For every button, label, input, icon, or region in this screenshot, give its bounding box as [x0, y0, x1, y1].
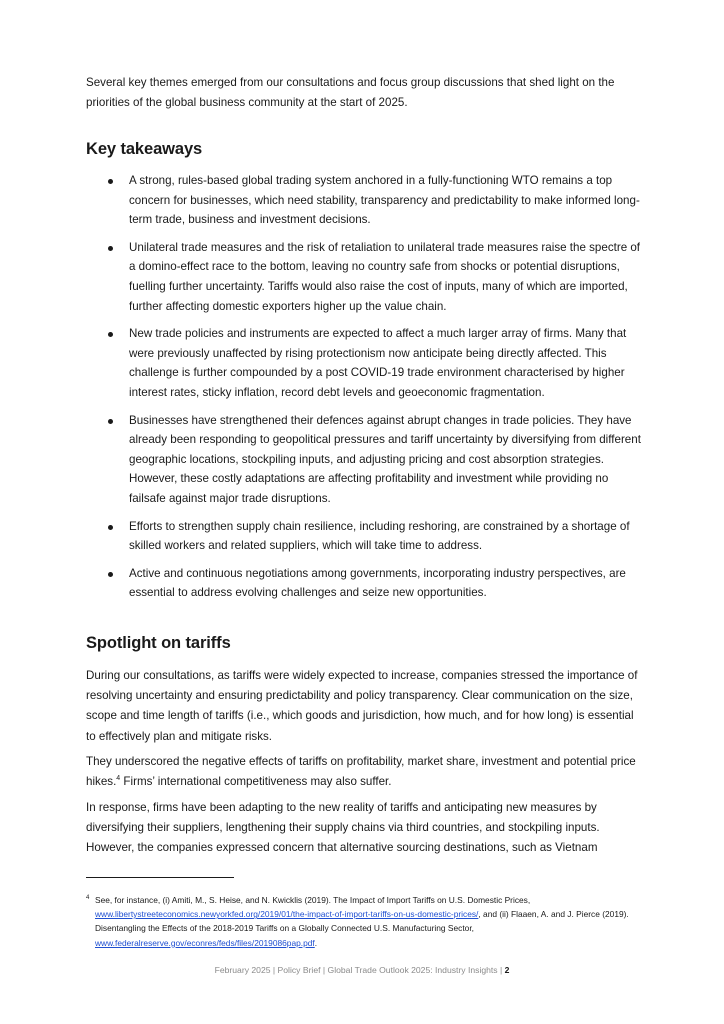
bullet-icon [108, 179, 113, 184]
bullet-icon [108, 572, 113, 577]
footnote [86, 893, 642, 950]
intro-paragraph: Several key themes emerged from our consultations and focus group discussions that shed light on the priorities of the global business community at the start of 2025. [86, 76, 615, 110]
bullet-icon [108, 525, 113, 530]
footnote-divider [86, 877, 234, 878]
spotlight-paragraph-1: During our consultations, as tariffs were widely expected to increase, companies stressed the importance of resolving uncertainty and ensuring predictability and policy transparency. Clear communication on the size, scope and time length of tariffs (i.e., which goods and jurisdiction, how much, and for how long) is essential to effectively plan and mitigate risks. [86, 669, 638, 743]
page-number: 2 [504, 965, 510, 975]
takeaway-item: A strong, rules-based global trading system anchored in a fully-functioning WTO remains a top concern for businesses, which need stability, transparency and predictability to make informed long-term trade, business and investment decisions. [86, 171, 642, 230]
takeaway-item: Businesses have strengthened their defences against abrupt changes in trade policies. They have already been responding to geopolitical pressures and tariff uncertainty by diversifying from different geographic locations, stockpiling inputs, and adjusting pricing and cost absorption strategies. However, these costly adaptations are affecting profitability and investment while providing no failsafe against major trade disruptions. [86, 411, 642, 509]
key-takeaways-heading: Key takeaways [86, 140, 203, 158]
footnote-link-fed[interactable]: www.federalreserve.gov/econres/feds/files/2019086pap.pdf [95, 937, 315, 948]
bullet-icon [108, 246, 113, 251]
takeaway-item: New trade policies and instruments are expected to affect a much larger array of firms. Many that were previously unaffected by rising protectionism now anticipate being directly affected. This challenge is further compounded by a post COVID-19 trade environment characterised by higher interest rates, sticky inflation, record debt levels and geoeconomic fragmentation. [86, 324, 642, 402]
takeaway-item: Active and continuous negotiations among governments, incorporating industry perspectives, are essential to address evolving challenges and seize new opportunities. [86, 564, 642, 603]
footnote-number: 4 [86, 895, 90, 901]
bullet-icon [108, 419, 113, 424]
footnote-ref[interactable]: 4 [116, 775, 121, 783]
footnote-link-nyfed[interactable]: www.libertystreeteconomics.newyorkfed.org/2019/01/the-impact-of-import-tariffs-on-us-domestic-prices/ [95, 909, 479, 920]
spotlight-paragraph-2: They underscored the negative effects of tariffs on profitability, market share, investment and potential price hikes.$^4$ Firms’ international competitiveness may also suffer. [86, 755, 636, 789]
footer-title: Global Trade Outlook 2025: Industry Insights [327, 965, 498, 975]
key-takeaways-list [86, 171, 642, 611]
takeaway-item: Unilateral trade measures and the risk of retaliation to unilateral trade measures raise the spectre of a domino-effect race to the bottom, leaving no country safe from shocks or potential disruptions, fuelling further uncertainty. Tariffs would also raise the cost of inputs, many of which are imported, further affecting domestic exporters higher up the value chain. [86, 238, 642, 316]
page-footer: February 2025 | Policy Brief | Global Trade Outlook 2025: Industry Insights | 2 [214, 965, 510, 975]
footer-date: February 2025 [214, 965, 271, 975]
footer-type: Policy Brief [277, 965, 321, 975]
bullet-icon [108, 332, 113, 337]
takeaway-item: Efforts to strengthen supply chain resilience, including reshoring, are constrained by a shortage of skilled workers and related suppliers, which will take time to address. [86, 517, 642, 556]
footnote-body: See, for instance, (i) Amiti, M., S. Heise, and N. Kwicklis (2019). The Impact of Import Tariffs on U.S. Domestic Prices, www.libertystreeteconomics.newyorkfed.org/2019/01/the-impact-of-import-tariffs-on-us-domestic-prices/, and (ii) Flaaen, A. and J. Pierce (2019). Disentangling the Effects of the 2018-2019 Tariffs on a Globally Connected U.S. Manufacturing Sector, www.federalreserve.gov/econres/feds/files/2019086pap.pdf. [95, 895, 629, 948]
spotlight-paragraph-3: In response, firms have been adapting to the new reality of tariffs and anticipating new measures by diversifying their suppliers, lengthening their supply chains via third countries, and stockpiling inputs. However, the companies expressed concern that alternative sourcing destinations, such as Vietnam [86, 801, 600, 855]
spotlight-heading: Spotlight on tariffs [86, 634, 231, 652]
